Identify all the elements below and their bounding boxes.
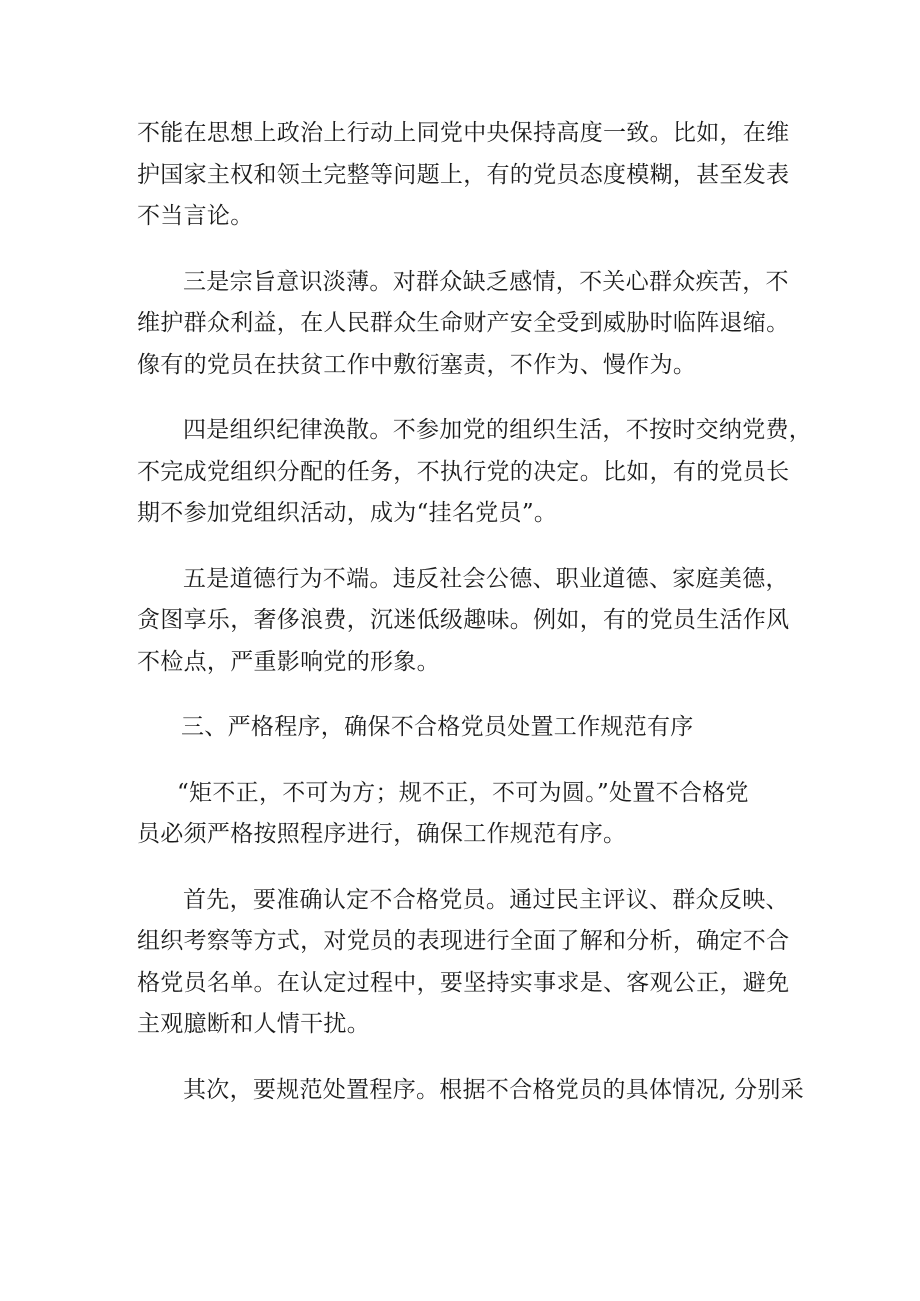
text-line: 主观臆断和人情干扰。 bbox=[137, 1011, 370, 1037]
text-line: 组织考察等方式，对党员的表现进行全面了解和分析，确定不合 bbox=[137, 928, 790, 954]
text-line: 贪图享乐，奢侈浪费，沉迷低级趣味。例如，有的党员生活作风 bbox=[137, 607, 790, 633]
text-line: 四是组织纪律涣散。不参加党的组织生活，不按时交纳党费， bbox=[183, 417, 813, 443]
text-line: 不检点，严重影响党的形象。 bbox=[137, 648, 440, 675]
text-line: 不当言论。 bbox=[137, 203, 254, 229]
paragraph-identify-unqualified bbox=[137, 880, 797, 1046]
paragraph-organizational-discipline bbox=[137, 410, 813, 535]
text-line: 格党员名单。在认定过程中，要坚持实事求是、客观公正，避免 bbox=[137, 969, 790, 996]
paragraph-purpose-awareness bbox=[137, 262, 797, 387]
text-line: 三是宗旨意识淡薄。对群众缺乏感情，不关心群众疾苦，不 bbox=[183, 268, 789, 295]
text-line: 期不参加党组织活动，成为“挂名党员”。 bbox=[137, 500, 558, 526]
paragraph-moral-conduct bbox=[137, 559, 797, 684]
text-line: 不能在思想上政治上行动上同党中央保持高度一致。比如，在维 bbox=[137, 120, 790, 146]
heading-text: 三、严格程序，确保不合格党员处置工作规范有序 bbox=[181, 714, 694, 740]
text-line: 员必须严格按照程序进行，确保工作规范有序。 bbox=[137, 821, 627, 847]
text-line: 像有的党员在扶贫工作中敷衍塞责，不作为、慢作为。 bbox=[137, 351, 697, 378]
text-line: 首先，要准确认定不合格党员。通过民主评议、群众反映、 bbox=[183, 886, 789, 913]
paragraph-quote-rules bbox=[137, 773, 797, 856]
text-line: 不完成党组织分配的任务，不执行党的决定。比如，有的党员长 bbox=[137, 458, 790, 485]
paragraph-standardize-procedure bbox=[137, 1070, 805, 1112]
paragraph-loyalty-continuation bbox=[137, 113, 797, 238]
text-line: 护国家主权和领土完整等问题上，有的党员态度模糊，甚至发表 bbox=[137, 161, 790, 188]
text-line: 维护群众利益，在人民群众生命财产安全受到威胁时临阵退缩。 bbox=[137, 310, 790, 336]
section-heading-strict-procedure bbox=[137, 707, 797, 749]
document-body bbox=[137, 113, 813, 1111]
text-line: 其次，要规范处置程序。根据不合格党员的具体情况, 分别采 bbox=[183, 1076, 805, 1103]
text-line: “矩不正，不可为方；规不正，不可为圆。”处置不合格党 bbox=[177, 779, 749, 806]
text-line: 五是道德行为不端。违反社会公德、职业道德、家庭美德， bbox=[183, 565, 789, 592]
